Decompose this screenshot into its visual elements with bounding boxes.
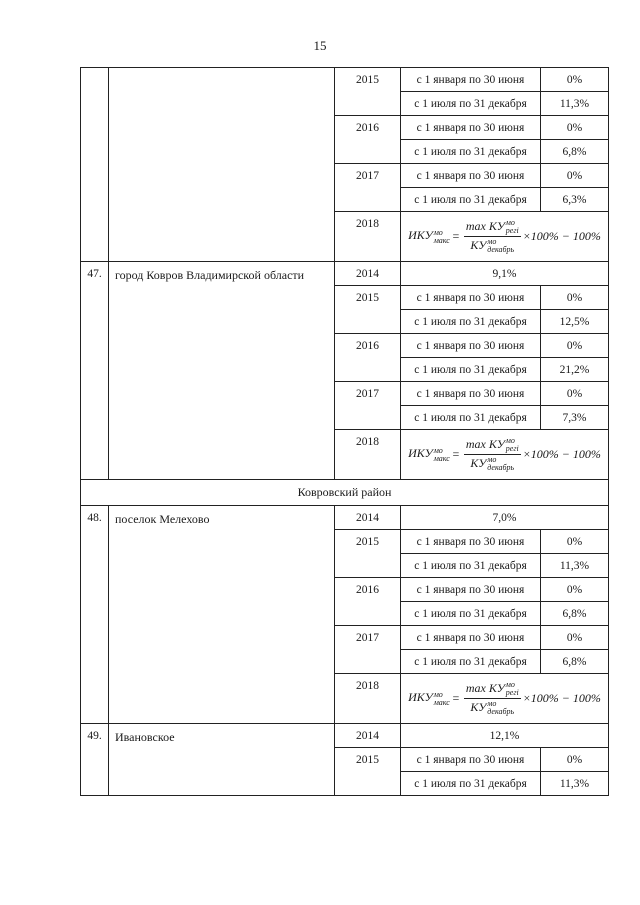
year-cell: 2015 — [335, 68, 401, 116]
formula-lhs-sup: мо — [433, 227, 443, 237]
row-number: 49. — [81, 724, 109, 796]
formula-tail: ×100% − 100% — [522, 229, 601, 243]
municipality-name: город Ковров Владимирской области — [109, 262, 335, 480]
formula-num-sub: регi — [505, 688, 519, 697]
period-cell: с 1 июля по 31 декабря — [401, 310, 541, 334]
formula-lhs-main: ИКУ — [408, 690, 433, 705]
period-cell: с 1 июля по 31 декабря — [401, 92, 541, 116]
year-cell: 2017 — [335, 626, 401, 674]
formula-numerator — [464, 437, 521, 455]
district-name: Ковровский район — [81, 480, 609, 506]
municipality-name — [109, 68, 335, 262]
period-cell: с 1 января по 30 июня — [401, 164, 541, 188]
formula-lhs-indices — [434, 691, 450, 707]
year-cell: 2018 — [335, 430, 401, 480]
formula-den-sub: декабрь — [487, 245, 515, 255]
formula-cell — [401, 212, 609, 262]
period-cell: с 1 июля по 31 декабря — [401, 358, 541, 382]
formula-denominator — [470, 237, 514, 254]
formula-lhs-sub: макс — [433, 697, 450, 707]
year-cell: 2014 — [335, 724, 401, 748]
value-cell: 0% — [541, 68, 609, 92]
year-cell: 2015 — [335, 286, 401, 334]
formula-den-main: КУ — [470, 456, 487, 470]
period-cell: с 1 января по 30 июня — [401, 626, 541, 650]
page-number: 15 — [313, 38, 327, 53]
table-row — [81, 68, 609, 92]
value-cell: 0% — [541, 578, 609, 602]
value-cell: 6,3% — [541, 188, 609, 212]
tariff-table — [80, 67, 609, 796]
period-cell: с 1 января по 30 июня — [401, 286, 541, 310]
value-cell: 6,8% — [541, 602, 609, 626]
district-row — [81, 480, 609, 506]
formula-equals: = — [451, 691, 460, 705]
year-cell: 2017 — [335, 164, 401, 212]
value-cell: 7,3% — [541, 406, 609, 430]
formula-equals: = — [451, 229, 460, 243]
formula-num-sup: мо — [505, 436, 515, 445]
value-cell: 0% — [541, 626, 609, 650]
formula-num-main: max КУ — [465, 680, 505, 695]
period-cell: с 1 января по 30 июня — [401, 382, 541, 406]
period-cell: с 1 июля по 31 декабря — [401, 406, 541, 430]
formula-den-sup: мо — [487, 699, 497, 709]
formula-num-indices — [506, 437, 519, 453]
year-cell: 2015 — [335, 530, 401, 578]
value-cell: 0% — [541, 116, 609, 140]
formula-den-main: КУ — [470, 238, 487, 252]
formula-den-sub: декабрь — [487, 463, 515, 473]
value-cell: 0% — [541, 382, 609, 406]
value-cell: 0% — [541, 530, 609, 554]
formula-lhs-indices — [434, 447, 450, 463]
formula-lhs-main: ИКУ — [408, 228, 433, 243]
formula-lhs-main: ИКУ — [408, 446, 433, 461]
formula-numerator — [464, 219, 521, 237]
formula-den-sup: мо — [487, 455, 497, 465]
row-number — [81, 68, 109, 262]
year-cell: 2015 — [335, 748, 401, 796]
formula-den-indices — [487, 456, 514, 472]
formula-lhs-indices — [434, 229, 450, 245]
formula-num-sub: регi — [505, 444, 519, 453]
formula-num-main: max КУ — [465, 218, 505, 233]
formula-lhs-sub: макс — [433, 453, 450, 463]
formula-fraction — [464, 219, 521, 255]
formula-num-sub: регi — [505, 226, 519, 235]
formula — [401, 681, 608, 717]
formula-tail: ×100% − 100% — [522, 447, 601, 461]
municipality-name: поселок Мелехово — [109, 506, 335, 724]
period-cell: с 1 июля по 31 декабря — [401, 140, 541, 164]
formula-lhs-sub: макс — [433, 235, 450, 245]
formula-cell — [401, 674, 609, 724]
value-cell: 0% — [541, 334, 609, 358]
value-cell: 6,8% — [541, 140, 609, 164]
row-number: 48. — [81, 506, 109, 724]
formula-num-sup: мо — [505, 218, 515, 227]
value-cell: 0% — [541, 748, 609, 772]
value-cell: 21,2% — [541, 358, 609, 382]
value-cell: 0% — [541, 164, 609, 188]
formula-numerator — [464, 681, 521, 699]
value-cell: 0% — [541, 286, 609, 310]
formula-num-indices — [506, 219, 519, 235]
period-cell: с 1 января по 30 июня — [401, 578, 541, 602]
period-cell: с 1 июля по 31 декабря — [401, 554, 541, 578]
year-cell: 2016 — [335, 116, 401, 164]
year-cell: 2017 — [335, 382, 401, 430]
value-cell: 11,3% — [541, 772, 609, 796]
period-cell: с 1 июля по 31 декабря — [401, 772, 541, 796]
formula-fraction — [464, 681, 521, 717]
value-cell: 7,0% — [401, 506, 609, 530]
value-cell: 6,8% — [541, 650, 609, 674]
value-cell: 9,1% — [401, 262, 609, 286]
row-number: 47. — [81, 262, 109, 480]
year-cell: 2018 — [335, 674, 401, 724]
formula-fraction — [464, 437, 521, 473]
formula-num-sup: мо — [505, 680, 515, 689]
period-cell: с 1 января по 30 июня — [401, 748, 541, 772]
formula-tail: ×100% − 100% — [522, 691, 601, 705]
value-cell: 11,3% — [541, 92, 609, 116]
table-row — [81, 262, 609, 286]
year-cell: 2016 — [335, 578, 401, 626]
formula-lhs — [408, 690, 450, 706]
formula-den-sub: декабрь — [487, 707, 515, 717]
period-cell: с 1 января по 30 июня — [401, 530, 541, 554]
table-row — [81, 724, 609, 748]
value-cell: 11,3% — [541, 554, 609, 578]
year-cell: 2018 — [335, 212, 401, 262]
formula-lhs — [408, 228, 450, 244]
formula-den-main: КУ — [470, 700, 487, 714]
period-cell: с 1 июля по 31 декабря — [401, 650, 541, 674]
formula-den-sup: мо — [487, 237, 497, 247]
formula-lhs — [408, 446, 450, 462]
formula-den-indices — [487, 238, 514, 254]
formula — [401, 219, 608, 255]
formula-num-indices — [506, 681, 519, 697]
formula-lhs-sup: мо — [433, 445, 443, 455]
period-cell: с 1 января по 30 июня — [401, 334, 541, 358]
year-cell: 2014 — [335, 506, 401, 530]
value-cell: 12,1% — [401, 724, 609, 748]
formula — [401, 437, 608, 473]
formula-equals: = — [451, 447, 460, 461]
formula-lhs-sup: мо — [433, 689, 443, 699]
formula-denominator — [470, 455, 514, 472]
period-cell: с 1 января по 30 июня — [401, 116, 541, 140]
formula-denominator — [470, 699, 514, 716]
formula-den-indices — [487, 700, 514, 716]
period-cell: с 1 июля по 31 декабря — [401, 188, 541, 212]
year-cell: 2014 — [335, 262, 401, 286]
formula-cell — [401, 430, 609, 480]
year-cell: 2016 — [335, 334, 401, 382]
period-cell: с 1 июля по 31 декабря — [401, 602, 541, 626]
period-cell: с 1 января по 30 июня — [401, 68, 541, 92]
value-cell: 12,5% — [541, 310, 609, 334]
table-row — [81, 506, 609, 530]
formula-num-main: max КУ — [465, 436, 505, 451]
municipality-name: Ивановское — [109, 724, 335, 796]
